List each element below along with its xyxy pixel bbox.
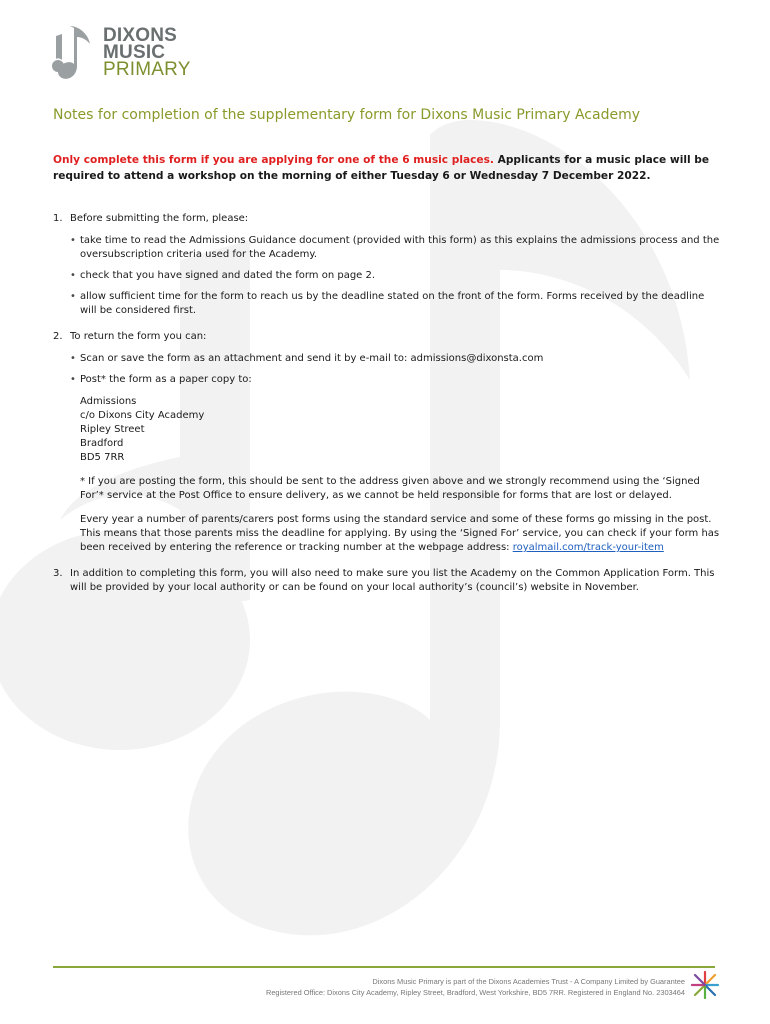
address-line: Admissions xyxy=(80,396,137,407)
bullet-list xyxy=(70,234,723,318)
list-item xyxy=(53,212,723,318)
music-notes-icon xyxy=(50,24,96,82)
logo-text-dixons: DIXONS xyxy=(103,25,178,46)
address-line: BD5 7RR xyxy=(80,452,125,463)
page-title: Notes for completion of the supplementary form for Dixons Music Primary Academy xyxy=(53,107,641,123)
intro-paragraph xyxy=(53,152,723,184)
bullet-item: • Scan or save the form as an attachment and send it by e-mail to: admissions@dixonsta.com xyxy=(70,352,723,366)
intro-workshop-note: Applicants for a music place will be required to attend a workshop on the morning of either Tuesday 6 or Wednesday 7 December 2022. xyxy=(53,154,710,182)
footer-legal-text xyxy=(266,976,685,998)
address-line: c/o Dixons City Academy xyxy=(80,410,205,421)
footer-line-2: Registered Office: Dixons City Academy, Ripley Street, Bradford, West Yorkshire, BD5 7RR. Registered in England No. 2303464 xyxy=(265,988,685,997)
bullet-list xyxy=(70,352,723,387)
footer-divider xyxy=(53,966,715,968)
postal-address xyxy=(80,395,723,465)
item-number: 2. xyxy=(53,331,63,342)
footer-line-1: Dixons Music Primary is part of the Dixons Academies Trust - A Company Limited by Guarantee xyxy=(372,977,685,986)
item-number: 1. xyxy=(53,213,63,224)
bullet-item: • take time to read the Admissions Guidance document (provided with this form) as this explains the admissions process and the oversubscription criteria used for the Academy. xyxy=(70,234,723,262)
item-text: In addition to completing this form, you will also need to make sure you list the Academy on the Common Application Form. This will be provided by your local authority or can be found on your local authority’s (council’s) website in November. xyxy=(70,568,715,593)
trust-star-icon xyxy=(690,970,720,1000)
item-number: 3. xyxy=(53,568,63,579)
list-item xyxy=(53,330,723,555)
intro-warning: Only complete this form if you are applying for one of the 6 music places. xyxy=(53,154,494,166)
missing-forms-text: Every year a number of parents/carers post forms using the standard service and some of these forms go missing in the post. This means that those parents miss the deadline for applying. By using the ‘Signed For’ service, you can check if your form has been received by entering the reference or tracking number at the webpage address: xyxy=(80,514,720,553)
bullet-item: • allow sufficient time for the form to reach us by the deadline stated on the front of the form. Forms received by the deadline will be considered first. xyxy=(70,290,723,318)
royal-mail-tracking-link[interactable]: royalmail.com/track-your-item xyxy=(512,542,664,553)
logo-text-music: MUSIC xyxy=(103,42,166,63)
list-item xyxy=(53,567,723,595)
item-text: To return the form you can: xyxy=(70,331,207,342)
missing-forms-note xyxy=(80,513,723,555)
address-line: Bradford xyxy=(80,438,124,449)
item-text: Before submitting the form, please: xyxy=(70,213,249,224)
instructions-list xyxy=(53,212,723,595)
address-line: Ripley Street xyxy=(80,424,145,435)
bullet-item: • Post* the form as a paper copy to: xyxy=(70,373,723,387)
logo-text-primary: PRIMARY xyxy=(103,59,191,80)
signed-for-note: * If you are posting the form, this should be sent to the address given above and we strongly recommend using the ‘Signed For’* service at the Post Office to ensure delivery, as we cannot be held responsible for forms that are lost or delayed. xyxy=(80,476,700,501)
dixons-music-primary-logo xyxy=(50,24,200,84)
bullet-item: • check that you have signed and dated the form on page 2. xyxy=(70,269,723,283)
